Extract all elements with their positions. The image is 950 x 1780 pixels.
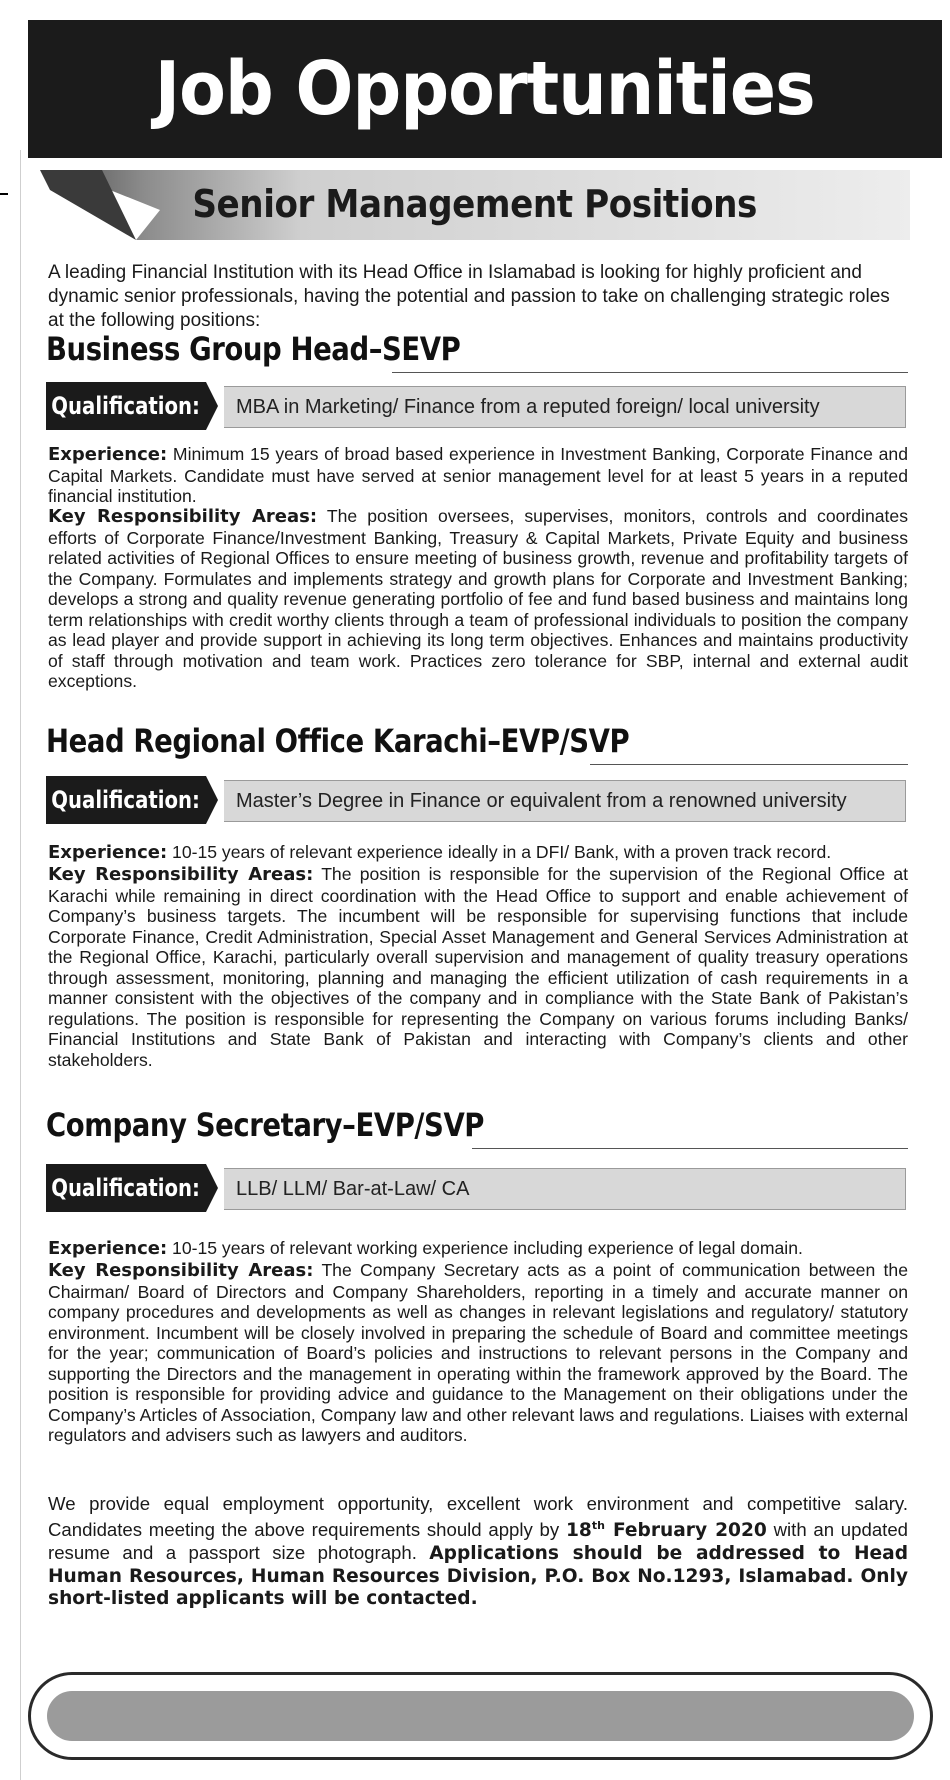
left-margin-rule: [20, 150, 21, 1780]
qualification-value: LLB/ LLM/ Bar-at-Law/ CA: [224, 1168, 906, 1210]
deadline-date: 18th February 2020: [565, 1518, 767, 1541]
kra-text: The Company Secretary acts as a point of communication between the Chairman/ Board of Directors and Company Shareholders, reporting in a timely and accurate manner on company procedures and developments as well as changes in relevant legislations and regulatory/ statutory environment. Incumbent will be closely involved in preparing the schedule of Board and committee meetings for the year; communication of Board’s policies and instructions to relevant persons in the Company and supporting the Directors and the management in operating within the framework approved by the Board. The position is responsible for providing advice and guidance to the Management on their obligations under the Company’s Articles of Association, Company law and other relevant laws and regulations. Liaises with external regulators and advisers such as lawyers and auditors.: [48, 1260, 908, 1445]
title-underline: [472, 1148, 908, 1149]
key-responsibility-paragraph: [48, 864, 908, 1070]
qualification-arrow: [206, 382, 218, 430]
closing-text-2: with an updated resume and a passport size photograph.: [48, 1518, 909, 1563]
kra-label: Key Responsibility Areas:: [48, 1260, 314, 1281]
experience-paragraph: [48, 842, 908, 864]
qualification-arrow: [206, 776, 218, 824]
section-title: Senior Management Positions: [192, 182, 758, 226]
key-responsibility-paragraph: [48, 1260, 908, 1446]
experience-label: Experience:: [48, 1238, 168, 1259]
footer-bar: [47, 1691, 914, 1741]
header-banner: [28, 20, 942, 158]
qualification-arrow: [206, 1164, 218, 1212]
experience-paragraph: [48, 444, 908, 507]
qualification-value: MBA in Marketing/ Finance from a reputed foreign/ local university: [224, 386, 906, 428]
kra-label: Key Responsibility Areas:: [48, 864, 314, 885]
qualification-row: [46, 1164, 906, 1212]
experience-label: Experience:: [48, 444, 168, 465]
experience-text: Minimum 15 years of broad based experience in Investment Banking, Corporate Finance and Capital Markets. Candidate must have served at senior management level for at least 5 years in a reputed financial institution.: [48, 444, 908, 506]
margin-tick-mark: [0, 193, 8, 195]
closing-text: We provide equal employment opportunity, excellent work environment and competitive salary. Candidates meeting the above requirements should apply by: [48, 1493, 908, 1540]
position-title-business-group-head: Business Group Head–SEVP: [46, 330, 461, 368]
qualification-row: [46, 776, 906, 824]
key-responsibility-paragraph: [48, 506, 908, 692]
page-title: Job Opportunities: [155, 46, 815, 132]
kra-text: The position is responsible for the supervision of the Regional Office at Karachi while remaining in direct coordination with the Head Office to support and enable achievement of Company’s business targets. The incumbent will be responsible for supervising functions that include Corporate Finance, Credit Administration, Special Asset Management and General Services Administration at the Regional Office, Karachi, particularly overall supervision and management of quality treasury operations through assessment, monitoring, planning and managing the efficient utilization of cash requirements in a manner consistent with the objectives of the company and in compliance with the State Bank of Pakistan’s regulations. The position is responsible for representing the Company on various forums including Banks/ Financial Institutions and State Bank of Pakistan and interacting with Company’s clients and other stakeholders.: [48, 864, 908, 1070]
experience-text: 10-15 years of relevant experience ideally in a DFI/ Bank, with a proven track record.: [172, 842, 832, 862]
kra-label: Key Responsibility Areas:: [48, 506, 318, 527]
kra-text: The position oversees, supervises, monitors, controls and coordinates efforts of Corporate Finance/Investment Banking, Treasury & Capital Markets, Private Equity and business related activities of Regional Offices to ensure meeting of business growth, revenue and profitability targets of the Company. Formulates and implements strategy and growth plans for Corporate and Investment Banking; develops a strong and quality revenue generating portfolio of fee and fund based business and maintains long term relationships with credit worthy clients through a team of professional individuals to position the company as lead player and provide support in achieving its long term objectives. Enhances and maintains productivity of staff through motivation and team work. Practices zero tolerance for SBP, internal and external audit exceptions.: [48, 506, 908, 691]
position-title-head-regional-office: Head Regional Office Karachi–EVP/SVP: [46, 722, 630, 760]
intro-paragraph: A leading Financial Institution with its Head Office in Islamabad is looking for highly proficient and dynamic senior professionals, having the potential and passion to take on challenging strategic roles at the following positions:: [48, 262, 890, 331]
position-title-company-secretary: Company Secretary–EVP/SVP: [46, 1106, 485, 1144]
application-address: Applications should be addressed to Head Human Resources, Human Resources Division, P.O. Box No.1293, Islamabad. Only short-listed applicants will be contacted.: [48, 1542, 909, 1610]
experience-paragraph: [48, 1238, 908, 1260]
qualification-row: [46, 382, 906, 430]
footer-frame: [28, 1672, 933, 1760]
closing-paragraph: [48, 1493, 908, 1610]
qualification-label: Qualification:: [46, 1164, 206, 1212]
experience-text: 10-15 years of relevant working experience including experience of legal domain.: [172, 1238, 803, 1258]
qualification-value: Master’s Degree in Finance or equivalent from a renowned university: [224, 780, 906, 822]
section-banner: [40, 170, 910, 240]
title-underline: [392, 372, 908, 373]
qualification-label: Qualification:: [46, 382, 206, 430]
title-underline: [590, 764, 908, 765]
experience-label: Experience:: [48, 842, 168, 863]
qualification-label: Qualification:: [46, 776, 206, 824]
